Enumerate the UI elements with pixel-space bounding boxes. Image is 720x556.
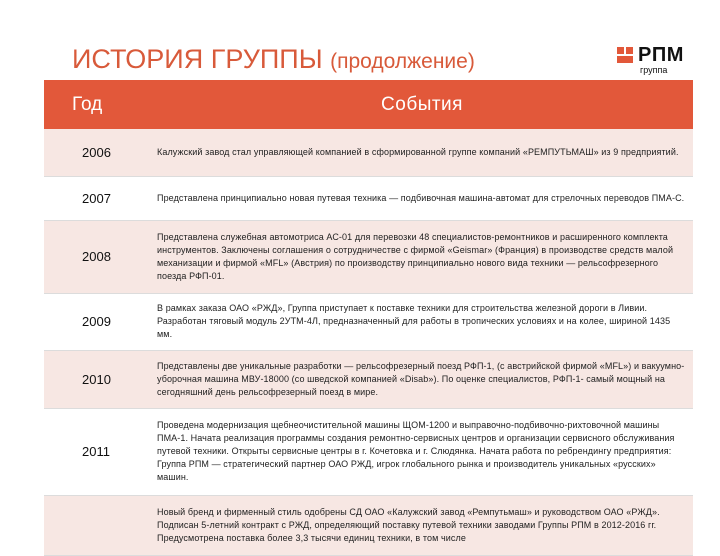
table-row xyxy=(44,176,693,220)
year-column-header: Год xyxy=(44,80,151,129)
table-row xyxy=(44,350,693,408)
company-logo xyxy=(616,44,696,76)
year-cell: 2008 xyxy=(44,220,151,293)
year-cell: 2009 xyxy=(44,293,151,350)
event-cell: Калужский завод стал управляющей компанией в сформированной группе компаний «РЕМПУТЬМАШ» из 9 предприятий. xyxy=(151,129,693,176)
event-cell: В рамках заказа ОАО «РЖД», Группа приступает к поставке техники для строительства железной дороги в Ливии. Разработан тяговый модуль 2УТМ-4Л, предназначенный для работы в тропических условиях и на колее, шириной 1435 мм. xyxy=(151,293,693,350)
event-cell: Представлена служебная автомотриса АС-01 для перевозки 48 специалистов-ремонтников и расширенного комплекта инструментов. Заключены соглашения о сотрудничестве с фирмой «Geismar» (Франция) в производстве средств малой механизации и фирмой «MFL» (Австрия) по производству принципиально нового вида техники — рельсофрезерного поезда РФП-01. xyxy=(151,220,693,293)
page-title-main: ИСТОРИЯ ГРУППЫ xyxy=(72,44,323,74)
table-row xyxy=(44,495,693,555)
year-cell: 2010 xyxy=(44,350,151,408)
year-cell: 2011 xyxy=(44,408,151,495)
logo-name: РПМ xyxy=(638,44,684,66)
table-row xyxy=(44,220,693,293)
year-cell: 2006 xyxy=(44,129,151,176)
page-title xyxy=(72,44,475,75)
logo-subtitle: группа xyxy=(640,65,668,75)
rpm-logo-icon xyxy=(616,46,634,64)
event-cell: Представлены две уникальные разработки — рельсофрезерный поезд РФП-1, (с австрийской фирмой «MFL») и вакуумно-уборочная машина МВУ-18000 (со шведской компанией «Disab»). По оценке специалистов, РФП-1- самый мощный на сегодняшний день рельсофрезерный поезд в мире. xyxy=(151,350,693,408)
event-cell: Новый бренд и фирменный стиль одобрены СД ОАО «Калужский завод «Ремпутьмаш» и руководством ОАО «РЖД». Подписан 5-летний контракт с РЖД, определяющий поставку путевой техники заводами Группы РПМ в 2012-2016 гг. Предусмотрена поставка более 3,3 тысячи единиц техники, в том числе xyxy=(151,495,693,555)
event-cell: Представлена принципиально новая путевая техника — подбивочная машина-автомат для стрелочных переводов ПМА-С. xyxy=(151,176,693,220)
table-row xyxy=(44,293,693,350)
history-table xyxy=(44,80,693,556)
page-title-sub: (продолжение) xyxy=(330,50,475,73)
year-cell xyxy=(44,495,151,555)
year-cell: 2007 xyxy=(44,176,151,220)
event-cell: Проведена модернизация щебнеочистительной машины ЩОМ-1200 и выправочно-подбивочно-рихтовочной машины ПМА-1. Начата реализация программы создания ремонтно-сервисных центров и организации сервисного обслуживания путевой техники. Открыты сервисные центры в г. Кочетовка и г. Слюдянка. Начата работа по ребрендингу предприятия: Группа РПМ — стратегический партнер ОАО РЖД, игрок глобального рынка и производитель уникальных «русских» машин. xyxy=(151,408,693,495)
table-header-row xyxy=(44,80,693,129)
events-column-header: События xyxy=(151,80,693,129)
table-row xyxy=(44,408,693,495)
table-row xyxy=(44,129,693,176)
